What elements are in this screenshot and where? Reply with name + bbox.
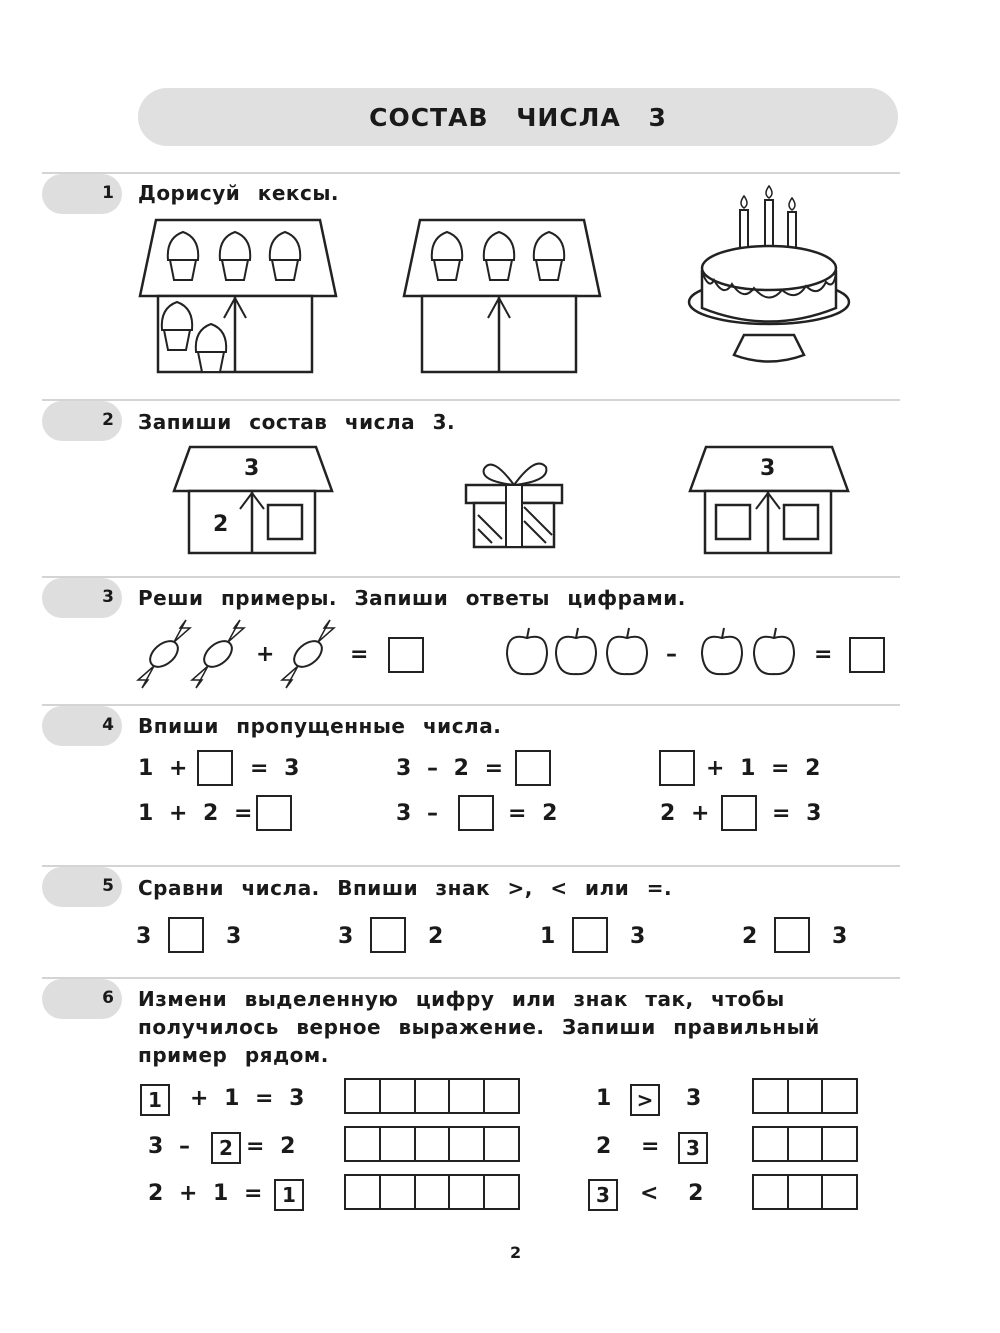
- task5-instruction: Сравни числа. Впиши знак >, < или =.: [138, 876, 673, 900]
- page-title-bar: [138, 88, 898, 146]
- divider: [42, 865, 900, 867]
- eq-part: 1: [596, 1086, 612, 1111]
- apple-icon: [702, 628, 742, 674]
- missing-number-box[interactable]: [721, 795, 757, 831]
- answer-grid-3[interactable]: [752, 1078, 858, 1114]
- eq-part: + 1 = 2: [706, 756, 821, 781]
- highlighted-digit: 2: [211, 1132, 241, 1164]
- equals-sign: =: [814, 642, 833, 667]
- answer-box-apples[interactable]: [849, 637, 885, 673]
- compare-left: 3: [338, 924, 354, 949]
- cupcake-icon: [534, 232, 564, 280]
- eq-part: 3 –: [396, 801, 438, 826]
- candy-icon: [138, 620, 190, 688]
- compare-left: 1: [540, 924, 556, 949]
- cupcake-icon: [432, 232, 462, 280]
- compare-sign-box[interactable]: [774, 917, 810, 953]
- candy-icon: [278, 618, 344, 688]
- answer-grid-5[interactable]: [344, 1174, 520, 1210]
- compare-sign-box[interactable]: [370, 917, 406, 953]
- house1-left-number: 2: [213, 512, 229, 537]
- task1-instruction: Дорисуй кексы.: [138, 181, 340, 205]
- compare-left: 3: [136, 924, 152, 949]
- candies-group: [134, 618, 254, 688]
- task6-instruction-line1: Измени выделенную цифру или знак так, чтобы: [138, 987, 785, 1011]
- highlighted-sign: >: [630, 1084, 660, 1116]
- answer-grid-3[interactable]: [752, 1126, 858, 1162]
- compare-right: 3: [630, 924, 646, 949]
- equals-sign: =: [350, 642, 369, 667]
- task6-instruction-line3: пример рядом.: [138, 1043, 329, 1067]
- answer-grid-3[interactable]: [752, 1174, 858, 1210]
- cupcake-icon: [168, 232, 198, 280]
- eq-part: 3 –: [148, 1134, 190, 1159]
- eq-part: = 3: [772, 801, 822, 826]
- task-number-pill: 2: [42, 401, 122, 441]
- task-number-pill: 1: [42, 174, 122, 214]
- missing-number-box[interactable]: [659, 750, 695, 786]
- minus-sign: –: [666, 642, 677, 667]
- page-number: 2: [510, 1243, 522, 1262]
- apple-icon: [507, 628, 547, 674]
- cupcake-icon: [162, 302, 192, 350]
- eq-part: + 1 = 3: [190, 1086, 305, 1111]
- answer-grid-5[interactable]: [344, 1126, 520, 1162]
- plus-sign: +: [256, 642, 275, 667]
- eq-part: 2 +: [660, 801, 710, 826]
- task-number-pill: 5: [42, 867, 122, 907]
- highlighted-digit: 1: [274, 1179, 304, 1211]
- missing-number-box[interactable]: [197, 750, 233, 786]
- highlighted-digit: 1: [140, 1084, 170, 1116]
- eq-part: = 2: [508, 801, 558, 826]
- eq-part: 2 =: [596, 1134, 660, 1159]
- divider: [42, 172, 900, 174]
- apple-icon: [754, 628, 794, 674]
- compare-left: 2: [742, 924, 758, 949]
- task-number-pill: 4: [42, 706, 122, 746]
- house1-top-number: 3: [244, 456, 260, 481]
- gift-icon: [462, 455, 566, 551]
- eq-part: < 2: [640, 1181, 704, 1206]
- divider: [42, 399, 900, 401]
- compare-sign-box[interactable]: [168, 917, 204, 953]
- compare-right: 3: [832, 924, 848, 949]
- house-cupcakes-2: [402, 218, 602, 378]
- cupcake-icon: [270, 232, 300, 280]
- house2-top-number: 3: [760, 456, 776, 481]
- cupcake-icon: [196, 324, 226, 372]
- birthday-cake-icon: [684, 190, 854, 380]
- task2-instruction: Запиши состав числа 3.: [138, 410, 456, 434]
- candy-icon: [192, 620, 244, 688]
- eq-part: 1 +: [138, 756, 188, 781]
- house-cupcakes-1: [138, 218, 338, 378]
- compare-right: 3: [226, 924, 242, 949]
- eq-part: 3: [686, 1086, 702, 1111]
- task3-instruction: Реши примеры. Запиши ответы цифрами.: [138, 586, 686, 610]
- missing-number-box[interactable]: [256, 795, 292, 831]
- apples-group-2: [700, 626, 800, 678]
- compare-right: 2: [428, 924, 444, 949]
- task6-instruction-line2: получилось верное выражение. Запиши правильный: [138, 1015, 820, 1039]
- page-title: СОСТАВ ЧИСЛА 3: [369, 102, 667, 132]
- highlighted-digit: 3: [678, 1132, 708, 1164]
- divider: [42, 576, 900, 578]
- answer-box-candies[interactable]: [388, 637, 424, 673]
- highlighted-digit: 3: [588, 1179, 618, 1211]
- cupcake-icon: [484, 232, 514, 280]
- compare-sign-box[interactable]: [572, 917, 608, 953]
- missing-number-box[interactable]: [458, 795, 494, 831]
- divider: [42, 704, 900, 706]
- missing-number-box[interactable]: [515, 750, 551, 786]
- cupcake-icon: [220, 232, 250, 280]
- eq-part: = 2: [246, 1134, 296, 1159]
- answer-grid-5[interactable]: [344, 1078, 520, 1114]
- task-number-pill: 6: [42, 979, 122, 1019]
- task4-instruction: Впиши пропущенные числа.: [138, 714, 502, 738]
- apple-icon: [607, 628, 647, 674]
- eq-part: = 3: [250, 756, 300, 781]
- task-number-pill: 3: [42, 578, 122, 618]
- eq-part: 1 + 2 =: [138, 801, 253, 826]
- divider: [42, 977, 900, 979]
- eq-part: 2 + 1 =: [148, 1181, 263, 1206]
- apple-icon: [556, 628, 596, 674]
- eq-part: 3 – 2 =: [396, 756, 504, 781]
- apples-group: [505, 626, 650, 678]
